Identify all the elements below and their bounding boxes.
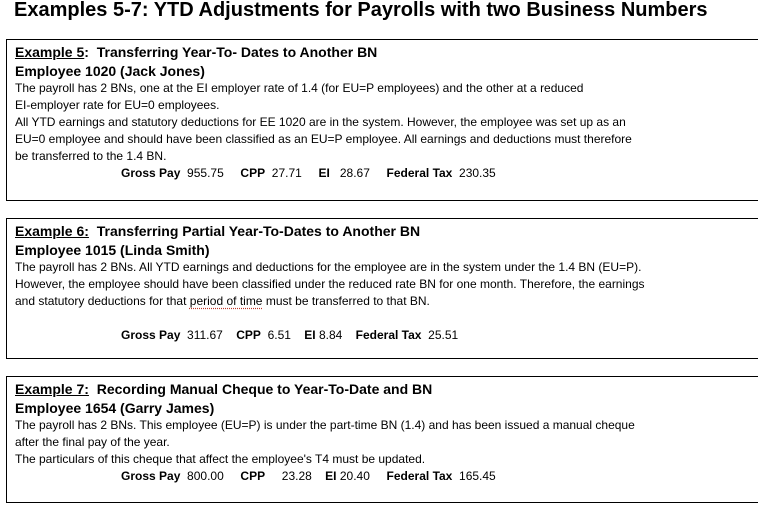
gross-pay-label: Gross Pay [121, 328, 181, 342]
example-7-box [6, 376, 758, 503]
description-line: However, the employee should have been classified under the reduced rate BN for one month. Therefore, the earnings [15, 277, 645, 291]
description-line: The particulars of this cheque that affect the employee's T4 must be updated. [15, 452, 426, 466]
gross-pay-value: 311.67 [187, 328, 223, 342]
page-title: Examples 5-7: YTD Adjustments for Payrolls with two Business Numbers [14, 0, 708, 21]
employee-name: Employee 1654 (Garry James) [15, 400, 215, 416]
cpp-value: 6.51 [267, 328, 291, 342]
description-text: must be transferred to that BN. [262, 294, 430, 308]
cpp-value: 27.71 [271, 166, 302, 180]
federal-tax-value: 165.45 [459, 469, 496, 483]
description-text: and statutory deductions for that [15, 294, 190, 308]
cpp-label: CPP [240, 469, 266, 483]
description-line: The payroll has 2 BNs. All YTD earnings and deductions for the employee are in the system under the 1.4 BN (EU=P). [15, 260, 642, 274]
ei-value: 28.67 [339, 166, 370, 180]
example-label: Example 6: [15, 223, 89, 239]
ei-value: 20.40 [339, 469, 370, 483]
cpp-label: CPP [236, 328, 261, 342]
federal-tax-value: 25.51 [428, 328, 459, 342]
spellcheck-marked-text: period of time [189, 294, 263, 308]
example-title: Transferring Partial Year-To-Dates to Another BN [96, 223, 421, 239]
federal-tax-label: Federal Tax [386, 469, 453, 483]
example-label: Example 5 [15, 44, 85, 60]
federal-tax-value: 230.35 [459, 166, 496, 180]
description-line: be transferred to the 1.4 BN. [15, 149, 167, 163]
example-heading [15, 380, 758, 399]
ei-label: EI [318, 166, 330, 180]
amounts-row [15, 468, 758, 485]
gross-pay-value: 800.00 [187, 469, 224, 483]
gross-pay-label: Gross Pay [121, 469, 181, 483]
amounts-row [15, 327, 758, 344]
description-line: EU=0 employee and should have been classified as an EU=P employee. All earnings and deductions must therefore [15, 132, 632, 146]
gross-pay-value: 955.75 [187, 166, 224, 180]
description-line [15, 293, 758, 310]
description-line: The payroll has 2 BNs. This employee (EU=P) is under the part-time BN (1.4) and has been issued a manual cheque [15, 418, 635, 432]
example-title: Recording Manual Cheque to Year-To-Date and BN [96, 381, 433, 397]
description-line: EI-employer rate for EU=0 employees. [15, 98, 220, 112]
federal-tax-label: Federal Tax [355, 328, 422, 342]
ei-label: EI [304, 328, 316, 342]
example-label-separator: : [84, 44, 89, 60]
description-line: The payroll has 2 BNs, one at the EI employer rate of 1.4 (for EU=P employees) and the other at a reduced [15, 81, 584, 95]
employee-name: Employee 1015 (Linda Smith) [15, 242, 210, 258]
description-line: All YTD earnings and statutory deductions for EE 1020 are in the system. However, the employee was set up as an [15, 115, 626, 129]
blank-line [15, 310, 758, 327]
example-label: Example 7: [15, 381, 89, 397]
federal-tax-label: Federal Tax [386, 166, 453, 180]
amounts-row [15, 165, 758, 182]
cpp-value: 23.28 [281, 469, 312, 483]
example-heading [15, 43, 758, 62]
ei-value: 8.84 [318, 328, 343, 342]
ei-label: EI [325, 469, 337, 483]
example-5-box [6, 39, 758, 201]
example-title: Transferring Year-To- Dates to Another BN [96, 44, 378, 60]
example-heading [15, 222, 758, 241]
example-6-box [6, 218, 758, 359]
gross-pay-label: Gross Pay [121, 166, 181, 180]
employee-name: Employee 1020 (Jack Jones) [15, 63, 205, 79]
cpp-label: CPP [240, 166, 266, 180]
description-line: after the final pay of the year. [15, 435, 170, 449]
